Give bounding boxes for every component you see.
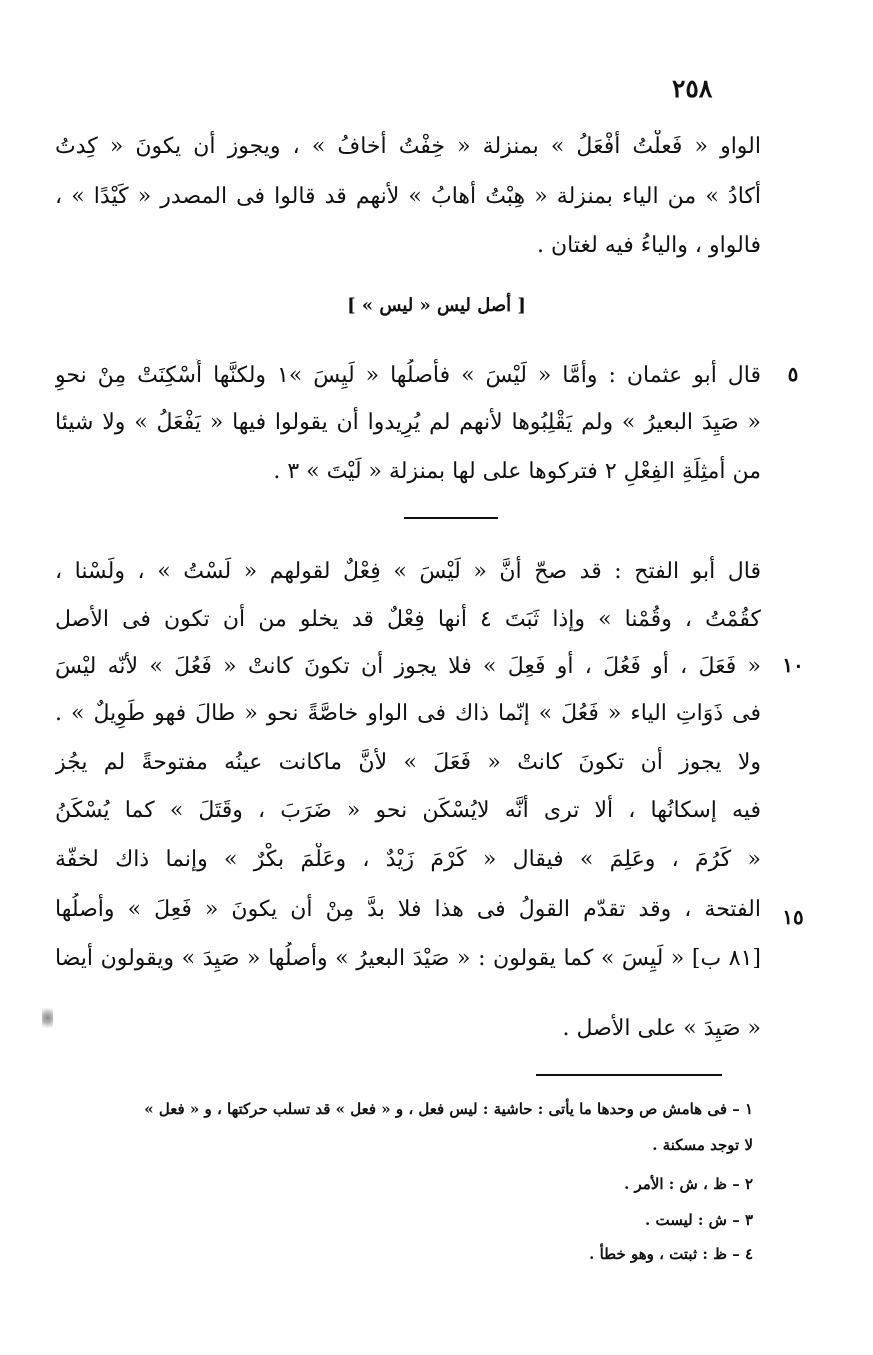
page-number: ٢٥٨	[672, 74, 713, 103]
text-line: ولا يجوز أن تكونَ كانتْ « فَعَلَ » لأنَّ ماكانت عينُه مفتوحةً لم يجُز	[55, 750, 761, 775]
footnote: ٤ – ظ : ثبتت ، وهو خطأ .	[589, 1245, 753, 1263]
text-line: من أمثِلَةِ الفِعْلِ ٢ فتركوها على لها بمنزلة « لَيْتَ » ٣ .	[273, 459, 761, 484]
separator-rule	[404, 517, 498, 519]
text-line: أكادُ » من الياء بمنزلة « هِبْتُ أهابُ » لأنهم قد قالوا فى المصدر « كَيْدًا » ،	[55, 184, 761, 209]
text-line: الواو « فَعلْتُ أفْعَلُ » بمنزلة « خِفْتُ أخافُ » ، ويجوز أن يكونَ « كِدتُ	[55, 134, 761, 159]
text-line: « كَرُمَ ، وعَلِمَ » فيقال « كَرْمَ زَيْدٌ ، وعَلْمَ بكْرٌ » وإنما ذاك لخفّة	[55, 847, 761, 872]
footnote-rule	[536, 1074, 722, 1076]
text-line: قال أبو الفتح : قد صحّ أنَّ « لَيْسَ » فِعْلٌ لقولهم « لَسْتُ » ، ولَسْنا ،	[55, 559, 761, 584]
section-heading: [ أصل ليس « ليس » ]	[347, 295, 526, 316]
line-number-15: ١٥	[782, 905, 804, 929]
text-line: فى ذَوَاتِ الياء « فَعُلَ » إنّما ذاك فى الواو خاصَّةً نحو « طالَ فهو طَوِيلٌ » .	[55, 701, 761, 726]
margin-smudge	[42, 1008, 53, 1028]
footnote: لا توجد مسكنة .	[652, 1136, 753, 1154]
footnote: ١ – فى هامش ص وحدها ما يأتى : حاشية : ليس فعل ، و « فعل » قد تسلب حركتها ، و « فعل »	[144, 1100, 753, 1118]
text-line: « فَعَلَ ، أو فَعُلَ ، أو فَعِلَ » فلا يجوز أن تكونَ كانتْ « فَعُلَ » لأنّه ليْسَ	[55, 654, 761, 679]
line-number-10: ١٠	[782, 653, 804, 677]
footnote: ٢ – ظ ، ش : الأمر .	[624, 1175, 753, 1193]
text-line: « صَيِدَ البعيرُ » ولم يَقْلِبُوها لأنهم لم يُرِيدوا أن يقولوا فيها « يَفْعَلُ » ولا شيئا	[55, 410, 761, 435]
text-line: كقُمْتُ ، وقُمْنا » وإذا ثَبَتَ ٤ أنها فِعْلٌ قد يخلو من أن تكون فى الأصل	[55, 607, 761, 632]
text-line: فيه إسكانُها ، ألا ترى أنَّه لايُسْكَن نحو « ضَرَبَ ، وقَتَلَ » كما يُسْكَنُ	[55, 798, 761, 823]
footnote: ٣ – ش : ليست .	[645, 1211, 753, 1229]
line-number-5: ٥	[787, 362, 799, 386]
text-line: قال أبو عثمان : وأمَّا « لَيْسَ » فأصلُها « لَيِسَ »١ ولكنَّها أُسْكِنَتْ مِنْ نحوِ	[55, 363, 761, 388]
text-line: الفتحة ، وقد تقدّم القولُ فى هذا فلا بدَّ مِنْ أن يكونَ « فَعِلَ » وأصلُها	[55, 897, 761, 922]
text-line: « صَيِدَ » على الأصل .	[562, 1016, 761, 1041]
text-line: فالواو ، والياءُ فيه لغتان .	[537, 233, 761, 258]
text-line: [٨١ ب] « لَيِسَ » كما يقولون : « صَيْدَ البعيرُ » وأصلُها « صَيِدَ » ويقولون أيضا	[55, 946, 761, 971]
